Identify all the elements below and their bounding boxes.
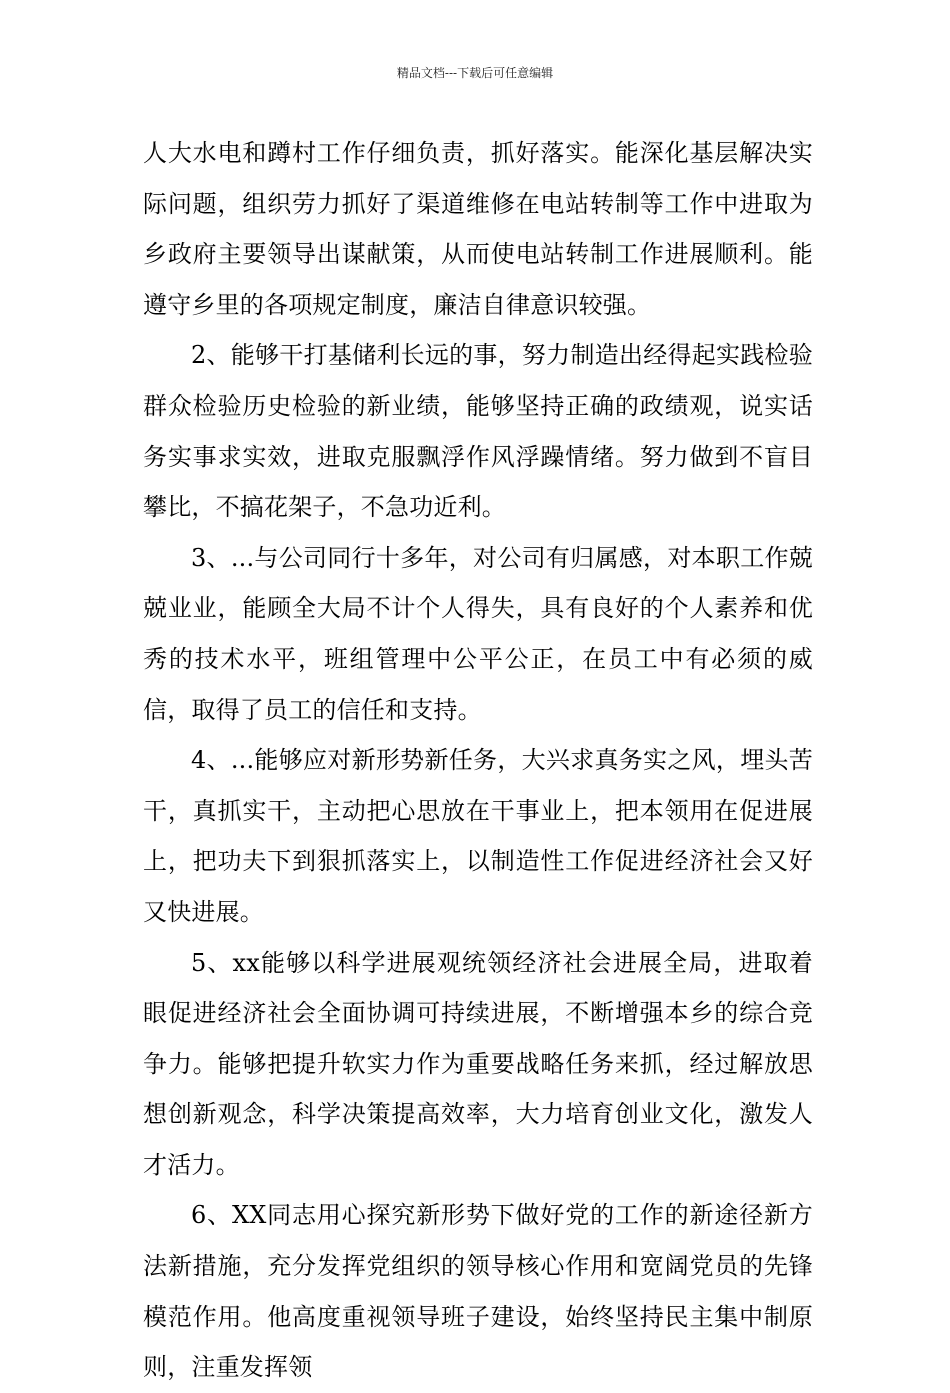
- document-body: [143, 128, 813, 1393]
- page-header: 精品文档---下载后可任意编辑: [396, 66, 554, 80]
- paragraph-1: 人大水电和蹲村工作仔细负责，抓好落实。能深化基层解决实际问题，组织劳力抓好了渠道维修在电站转制等工作中进取为乡政府主要领导出谋献策，从而使电站转制工作进展顺利。能遵守乡里的各项规定制度，廉洁自律意识较强。: [143, 139, 813, 319]
- paragraph-3: 3、...与公司同行十多年，对公司有归属感，对本职工作兢兢业业，能顾全大局不计个人得失，具有良好的个人素养和优秀的技术水平，班组管理中公平公正，在员工中有必须的威信，取得了员工的信任和支持。: [143, 543, 813, 724]
- paragraph-6: 6、XX同志用心探究新形势下做好党的工作的新途径新方法新措施，充分发挥党组织的领导核心作用和宽阔党员的先锋模范作用。他高度重视领导班子建设，始终坚持民主集中制原则，注重发挥领: [143, 1201, 813, 1382]
- paragraph-5: 5、xx能够以科学进展观统领经济社会进展全局，进取着眼促进经济社会全面协调可持续进展，不断增强本乡的综合竞争力。能够把提升软实力作为重要战略任务来抓，经过解放思想创新观念，科学决策提高效率，大力培育创业文化，激发人才活力。: [143, 948, 813, 1179]
- paragraph-4: 4、...能够应对新形势新任务，大兴求真务实之风，埋头苦干，真抓实干，主动把心思放在干事业上，把本领用在促进展上，把功夫下到狠抓落实上，以制造性工作促进经济社会又好又快进展。: [143, 746, 813, 926]
- paragraph-2: 2、能够干打基储利长远的事，努力制造出经得起实践检验群众检验历史检验的新业绩，能够坚持正确的政绩观，说实话务实事求实效，进取克服飘浮作风浮躁情绪。努力做到不盲目攀比，不搞花架子，不急功近利。: [143, 341, 813, 522]
